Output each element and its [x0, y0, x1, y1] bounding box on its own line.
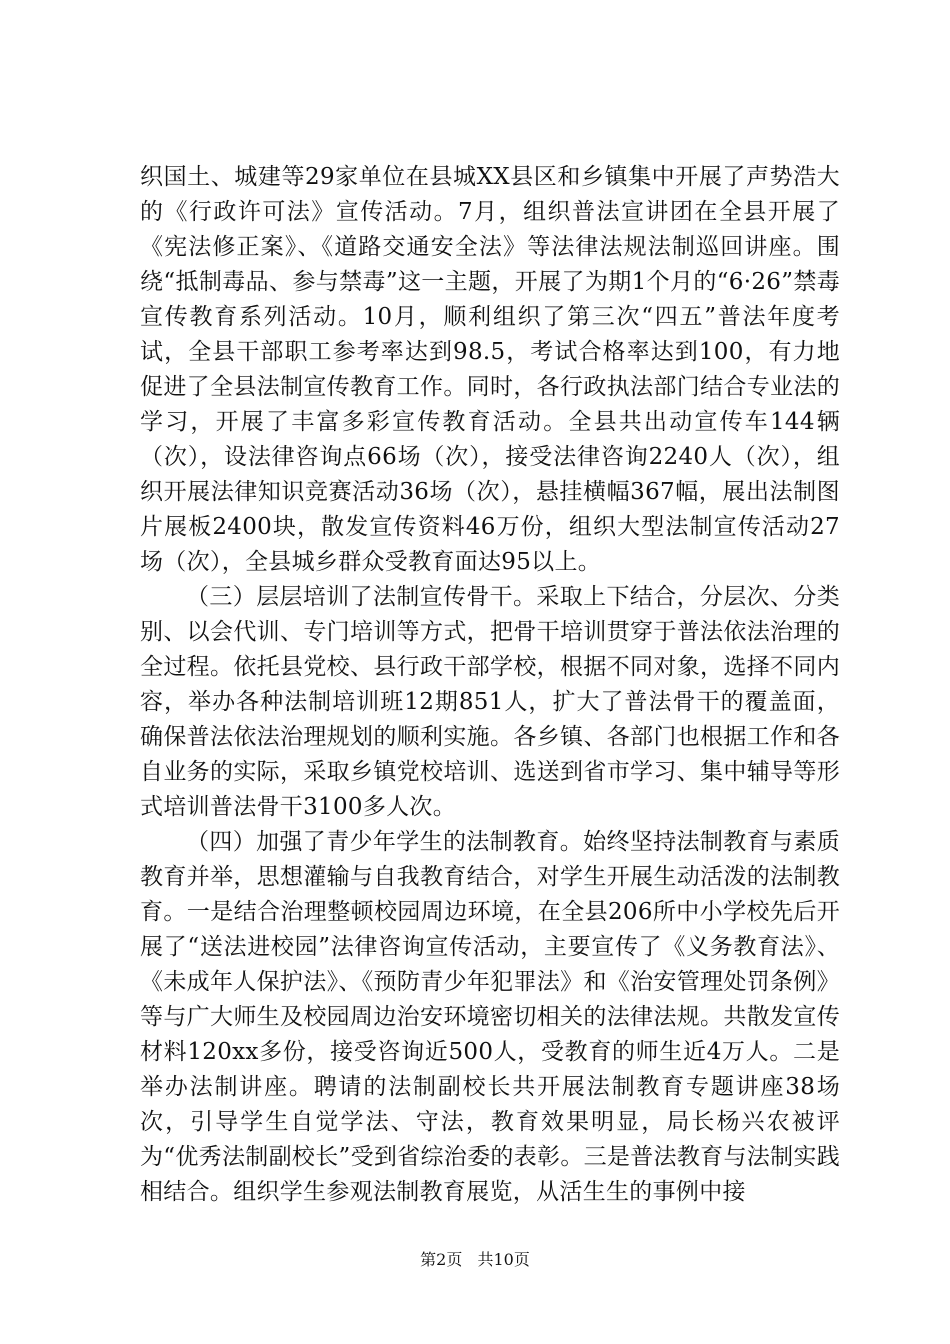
total-page-count: 共10页: [477, 1250, 530, 1269]
paragraph-3: （四）加强了青少年学生的法制教育。始终坚持法制教育与素质教育并举，思想灌输与自我教育结合，对学生开展生动活泼的法制教育。一是结合治理整顿校园周边环境，在全县206所中小学校先后开展了“送法进校园”法律咨询宣传活动，主要宣传了《义务教育法》、《未成年人保护法》、《预防青少年犯罪法》和《治安管理处罚条例》等与广大师生及校园周边治安环境密切相关的法律法规。共散发宣传材料120xx多份，接受咨询近500人，受教育的师生近4万人。二是举办法制讲座。聘请的法制副校长共开展法制教育专题讲座38场次，引导学生自觉学法、守法，教育效果明显，局长杨兴农被评为“优秀法制副校长”受到省综治委的表彰。三是普法教育与法制实践相结合。组织学生参观法制教育展览，从活生生的事例中接: [140, 829, 840, 1205]
page-footer: [0, 1250, 950, 1270]
paragraph-1: 织国土、城建等29家单位在县城XX县区和乡镇集中开展了声势浩大的《行政许可法》宣传活动。7月，组织普法宣讲团在全县开展了《宪法修正案》、《道路交通安全法》等法律法规法制巡回讲座。围绕“抵制毒品、参与禁毒”这一主题，开展了为期1个月的“6·26”禁毒宣传教育系列活动。10月，顺利组织了第三次“四五”普法年度考试，全县干部职工参考率达到98.5，考试合格率达到100，有力地促进了全县法制宣传教育工作。同时，各行政执法部门结合专业法的学习，开展了丰富多彩宣传教育活动。全县共出动宣传车144辆（次），设法律咨询点66场（次），接受法律咨询2240人（次），组织开展法律知识竞赛活动36场（次），悬挂横幅367幅，展出法制图片展板2400块，散发宣传资料46万份，组织大型法制宣传活动27场（次），全县城乡群众受教育面达95以上。: [140, 164, 840, 575]
current-page-number: 第2页: [420, 1250, 463, 1269]
paragraph-2: （三）层层培训了法制宣传骨干。采取上下结合，分层次、分类别、以会代训、专门培训等方式，把骨干培训贯穿于普法依法治理的全过程。依托县党校、县行政干部学校，根据不同对象，选择不同内容，举办各种法制培训班12期851人，扩大了普法骨干的覆盖面，确保普法依法治理规划的顺利实施。各乡镇、各部门也根据工作和各自业务的实际，采取乡镇党校培训、选送到省市学习、集中辅导等形式培训普法骨干3100多人次。: [140, 584, 840, 820]
document-body: [140, 160, 840, 1210]
